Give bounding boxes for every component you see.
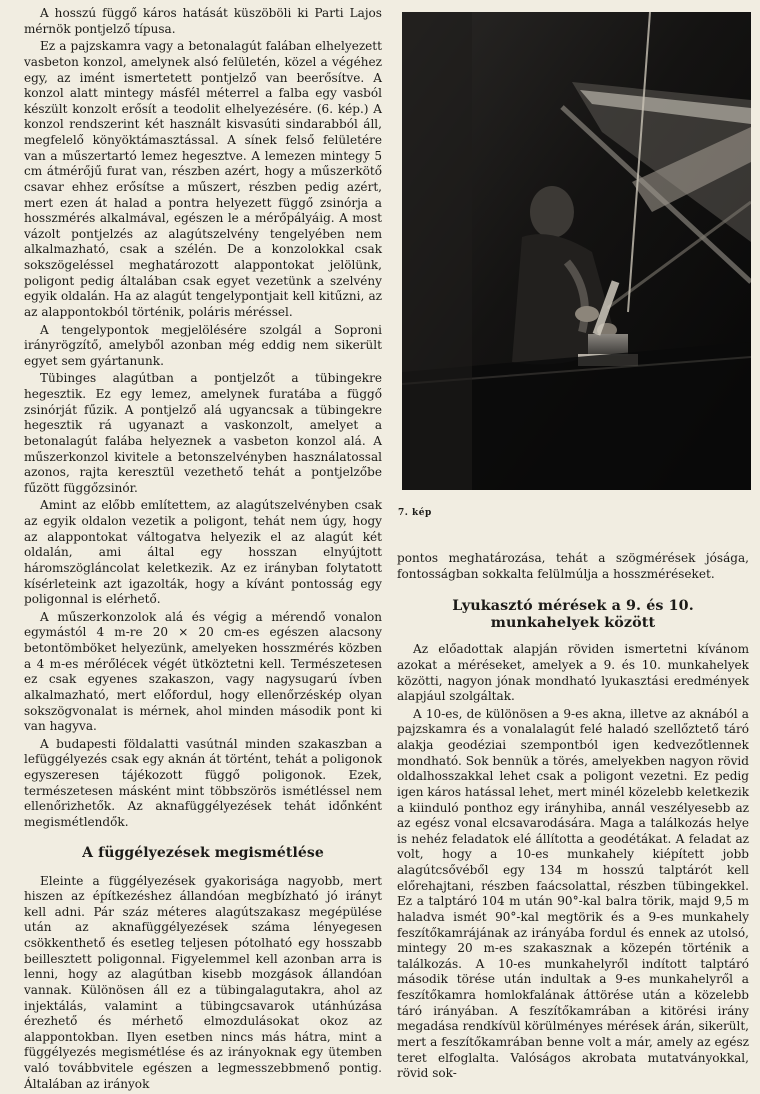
paragraph: A tengelypontok megjelölésére szolgál a Soproni irányrögzítő, amelyből azonban még eddig nem sikerült egyet sem gyártanunk.: [24, 322, 382, 368]
paragraph: A budapesti földalatti vasútnál minden szakaszban a lefüggélyezés csak egy aknán át történt, tehát a poligonok egyszeresen tájékozott függő poligonok. Ezek, természetesen másként mint többszörös ismétléssel nem ellenőrizhetők. Az aknafüggélyezések tehát időnként megismétlendők.: [24, 736, 382, 829]
left-column: [24, 6, 382, 1094]
paragraph: Amint az előbb említettem, az alagútszelvényben csak az egyik oldalon vezetik a poligont, tehát nem úgy, hogy az alappontokat váltogatva helyezik el az alagút két oldalán, ami által egy hosszan elnyújtott háromszögláncolat keletkezik. Az ez irányban folytatott kísérleteink azt igazolták, hogy a kívánt pontosság egy poligonnal is elérhető.: [24, 498, 382, 607]
paragraph: Ez a pajzskamra vagy a betonalagút falában elhelyezett vasbeton konzol, amelynek alsó felületén, közel a végéhez egy, az imént ismertetett pontjelző van beerősítve. A konzol alatt mintegy másfél méterrel a falba egy vasból készült konzolt erősít a teodolit elhelyezésére. (6. kép.) A konzol rendszerint két használt kisvasúti sindarabból áll, megfelelő könyöktámasztással. A sínek felső felületére van a műszertartó lemez hegesztve. A lemezen mintegy 5 cm átmérőjű furat van, részben azért, hogy a műszerkötő csavar ehhez erősítse a műszert, részben pedig azért, mert ezen át halad a pontra helyezett függő zsinórja a hosszmérés alkalmával, egészen le a mérőpályáig. A most vázolt pontjelzés az alagútszelvény tengelyében nem alkalmazható, csak a szélén. De a konzolokkal csak sokszögeléssel meghatározott alappontokat jelölünk, poligont pedig általában csak egyet vezetünk a szelvény egyik oldalán. Ha az alagút tengelypontjait kell kitűzni, az az alappontokból történik, poláris méréssel.: [24, 39, 382, 319]
section-heading: A függélyezések megismétlése: [82, 844, 324, 861]
paragraph: Az előadottak alapján röviden ismertetni kívánom azokat a méréseket, amelyek a 9. és 10. munkahelyek közötti, nagyon jónak mondható lyukasztási eredmények alapjául szolgáltak.: [397, 642, 749, 704]
photo-illustration: [402, 12, 751, 490]
section-heading: Lyukasztó mérések a 9. és 10. munkahelyek között: [452, 598, 694, 632]
right-column: [397, 551, 749, 1084]
paragraph: Tübinges alagútban a pontjelzőt a tübingekre hegesztik. Ez egy lemez, amelynek furatába a függő zsinórját fűzik. A pontjelző alá ugyancsak a tübingekre hegesztik rá ugyanazt a vaskonzolt, amelyet a betonalagút falába helyeznek a vasbeton konzol alá. A műszerkonzol kivitele a betonszelvényben használatossal azonos, rajta keresztül vezethető tehát a pontjelzőbe fűzött függőzsinór.: [24, 371, 382, 495]
paragraph: Eleinte a függélyezések gyakorisága nagyobb, mert hiszen az építkezéshez állandóan megbízható jó irányt kell adni. Pár száz méteres alagútszakasz megépülése után az aknafüggélyezések száma lényegesen csökkenthető és esetleg teljesen pótolható egy hosszabb beillesztett poligonnal. Figyelemmel kell azonban arra is lenni, hogy az alagútban kisebb mozgások állandóan vannak. Különösen áll ez a tübingalagutakra, ahol az injektálás, valamint a tübingcsavarok utánhúzása érezhető és mérhető elmozdulásokat okoz az alappontokban. Ilyen esetben nincs más hátra, mint a függélyezés megismétlése és az irányoknak egy ütemben való továbbvitele egészen a legmesszebbmenő pontig. Általában az irányok: [24, 873, 382, 1091]
paragraph: pontos meghatározása, tehát a szögmérések jósága, fontosságban sokkalta felülmúlja a hosszméréseket.: [397, 551, 749, 581]
paragraph: A hosszú függő káros hatását küszöböli ki Parti Lajos mérnök pontjelző típusa.: [24, 6, 382, 36]
paragraph: A műszerkonzolok alá és végig a mérendő vonalon egymástól 4 m-re 20 × 20 cm-es egészen alacsony betontömböket helyezünk, amelyeken hosszmérés közben a 4 m-es mérőlécek végét ütköztetni kell. Természetesen ez csak egyenes szakaszon, vagy nagysugarú ívben alkalmazható, mert előfordul, hogy ellenőrzéskép olyan sokszögvonalat is mérnek, ahol minden második pont ki van hagyva.: [24, 609, 382, 734]
paragraph: A 10-es, de különösen a 9-es akna, illetve az aknából a pajzskamra és a vonalalagút felé haladó szellőztető táró alakja geodéziai szempontból igen kedvezőtlennek mondható. Sok bennük a törés, amelyekben nagyon rövid oldalhosszakkal lehet csak a poligont vezetni. Ez pedig igen káros hatással lehet, mert minél közelebb keletkezik a kiinduló ponthoz egy irányhiba, annál veszélyesebb az az egész vonal elcsavarodására. Maga a találkozás helye is nehéz feladatok elé állította a geodétákat. A feladat az volt, hogy a 10-es munkahely kiépített jobb alagútcsővéből egy 134 m hosszú talptárót kell előrehajtani, részben faácsolattal, részben tübingekkel. Ez a talptáró 104 m után 90°-kal balra törik, majd 9,5 m haladva ismét 90°-kal megtörik és a 9-es munkahely feszítőkamrájának az irányába fordul és ennek az utolsó, mintegy 20 m-es szakasznak a közepén történik a találkozás. A 10-es munkahelyről indított talptáró második törése után indultak a 9-es munkahelyről a feszítőkamra homlokfalának áttörése után a közelebb táró irányában. A feszítőkamrában a kitörési irány megadása rendkívül körülményes mérések árán, sikerült, mert a feszítőkamrában benne volt a már, amely az egész teret elfoglalta. Valóságos akrobata mutatványokkal, rövid sok-: [397, 706, 749, 1081]
figure-photo: [402, 12, 751, 490]
figure-caption: 7. kép: [398, 508, 432, 518]
